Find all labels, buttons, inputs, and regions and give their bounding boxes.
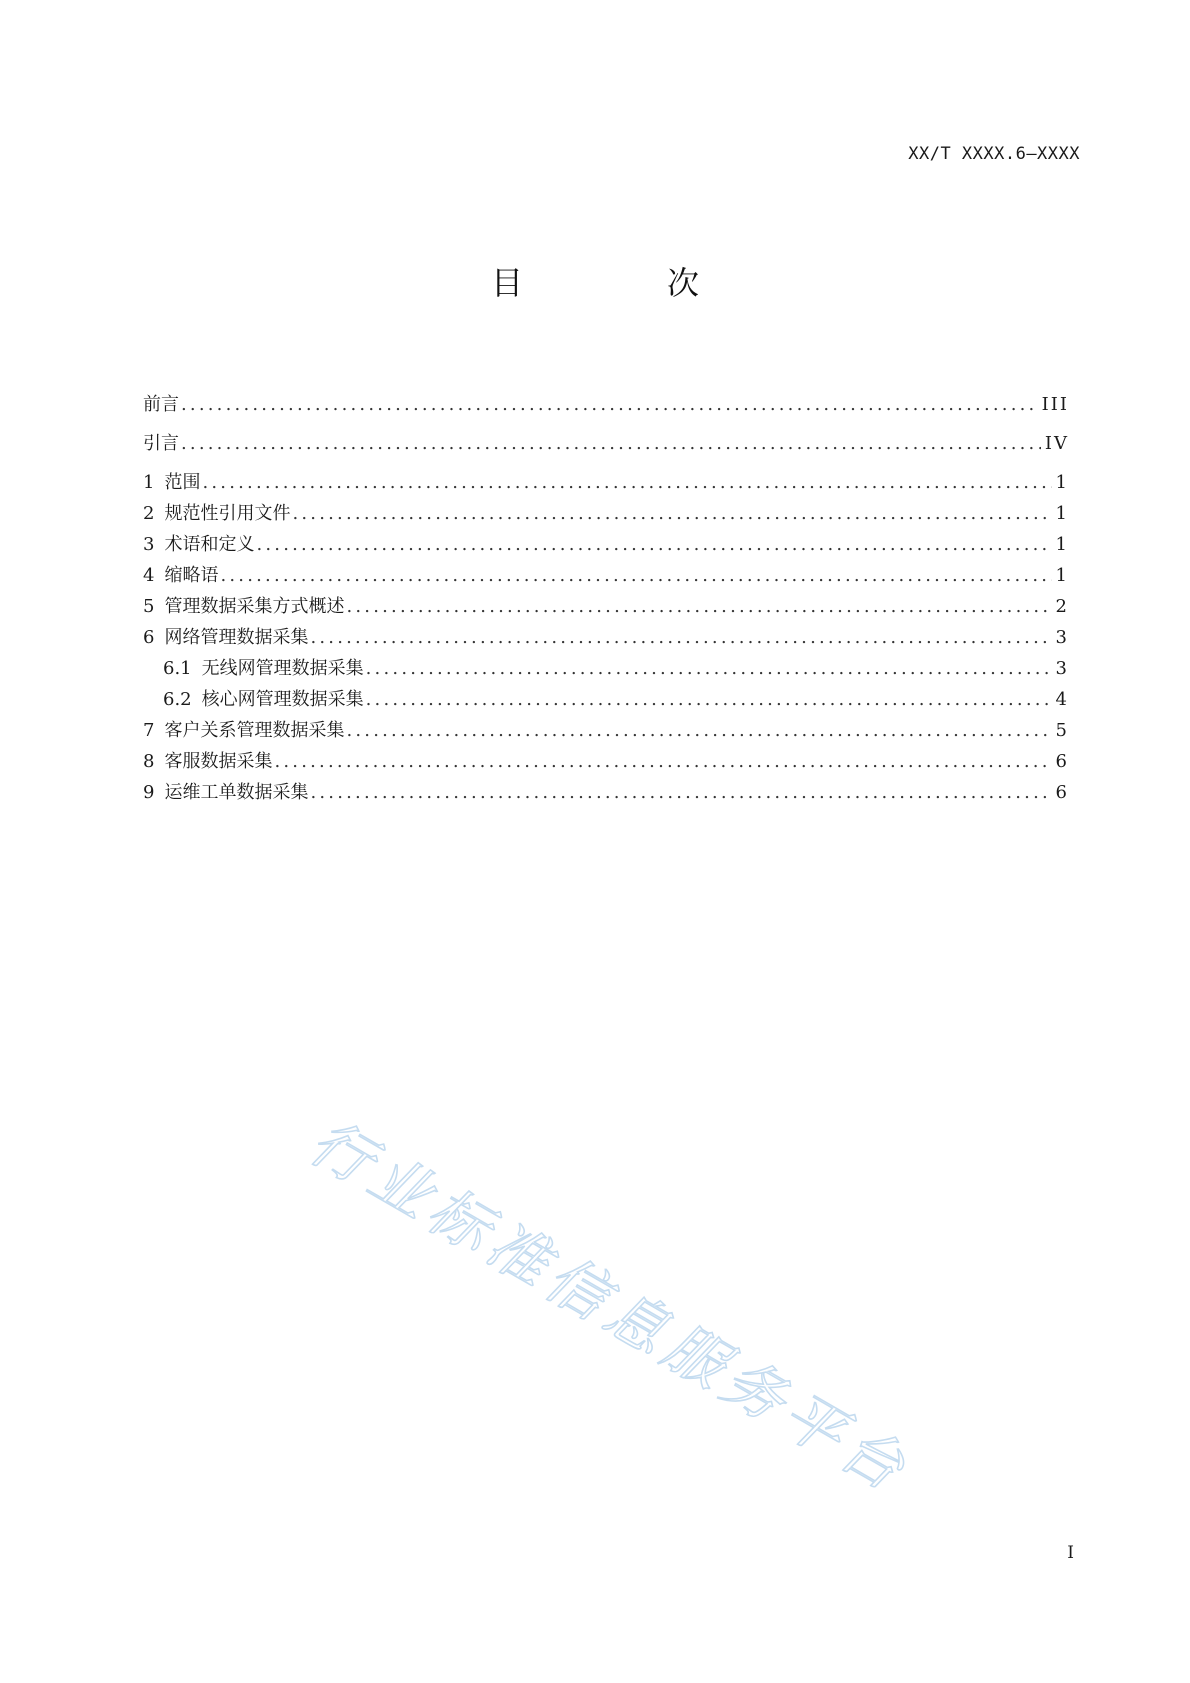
toc-leader-dots: [256, 535, 1051, 555]
toc-entry-label: 无线网管理数据采集: [201, 658, 364, 679]
toc-entry-page: 1: [1055, 503, 1069, 524]
toc-leader-dots: [274, 752, 1051, 772]
toc-entry-page: 6: [1055, 782, 1069, 803]
toc-leader-dots: [292, 504, 1051, 524]
toc-entry-number: 7: [143, 720, 155, 741]
toc-entry-page: 1: [1055, 472, 1069, 493]
toc-entry-page: 3: [1055, 658, 1069, 679]
toc-entry-label: 前言: [143, 394, 179, 415]
toc-entry-core-network[interactable]: [143, 690, 1069, 710]
toc-entry-crm[interactable]: [143, 721, 1069, 741]
toc-entry-page: 1: [1055, 534, 1069, 555]
toc-leader-dots: [181, 395, 1038, 415]
toc-entry-number: 6.1: [163, 658, 192, 679]
toc-entry-page: 5: [1055, 720, 1069, 741]
toc-entry-page: 4: [1055, 689, 1069, 710]
page-title: 目 次: [490, 264, 755, 302]
toc-entry-label: 规范性引用文件: [164, 503, 291, 524]
toc-entry-number: 9: [143, 782, 155, 803]
toc-entry-label: 术语和定义: [164, 534, 255, 555]
toc-entry-network-management[interactable]: [143, 628, 1069, 648]
toc-entry-page: 3: [1055, 627, 1069, 648]
toc-entry-introduction[interactable]: [143, 434, 1069, 454]
toc-leader-dots: [366, 659, 1052, 679]
toc-leader-dots: [220, 566, 1051, 586]
toc-entry-normative-references[interactable]: [143, 504, 1069, 524]
toc-entry-number: 3: [143, 534, 155, 555]
toc-entry-page: III: [1041, 394, 1069, 415]
toc-entry-number: 6.2: [163, 689, 192, 710]
toc-entry-label: 缩略语: [164, 565, 219, 586]
toc-entry-number: 6: [143, 627, 155, 648]
toc-leader-dots: [310, 628, 1051, 648]
toc-leader-dots: [366, 690, 1052, 710]
toc-leader-dots: [181, 434, 1041, 454]
toc-entry-om-work-orders[interactable]: [143, 783, 1069, 803]
toc-entry-foreword[interactable]: [143, 395, 1069, 415]
toc-entry-label: 客服数据采集: [164, 751, 273, 772]
toc-entry-customer-service[interactable]: [143, 752, 1069, 772]
toc-entry-label: 管理数据采集方式概述: [164, 596, 345, 617]
toc-entry-number: 8: [143, 751, 155, 772]
toc-entry-wireless-network[interactable]: [143, 659, 1069, 679]
toc-entry-label: 网络管理数据采集: [164, 627, 309, 648]
toc-entry-page: 2: [1055, 596, 1069, 617]
toc-entry-terms-definitions[interactable]: [143, 535, 1069, 555]
toc-entry-label: 客户关系管理数据采集: [164, 720, 345, 741]
toc-leader-dots: [346, 597, 1051, 617]
toc-entry-page: IV: [1044, 433, 1069, 454]
toc-entry-label: 核心网管理数据采集: [201, 689, 364, 710]
toc-entry-number: 1: [143, 472, 155, 493]
toc-entry-number: 2: [143, 503, 155, 524]
toc-leader-dots: [310, 783, 1051, 803]
standard-code: XX/T XXXX.6—XXXX: [908, 144, 1080, 164]
toc-entry-label: 运维工单数据采集: [164, 782, 309, 803]
watermark: 行业标准信息服务平台: [298, 1107, 922, 1508]
toc-leader-dots: [202, 473, 1051, 493]
table-of-contents: [143, 395, 1069, 814]
toc-entry-label: 引言: [143, 433, 179, 454]
toc-entry-abbreviations[interactable]: [143, 566, 1069, 586]
toc-entry-collection-overview[interactable]: [143, 597, 1069, 617]
toc-leader-dots: [346, 721, 1051, 741]
toc-entry-page: 1: [1055, 565, 1069, 586]
toc-entry-label: 范围: [164, 472, 201, 493]
page-number: I: [1067, 1543, 1074, 1563]
toc-entry-number: 5: [143, 596, 155, 617]
toc-entry-number: 4: [143, 565, 155, 586]
toc-entry-page: 6: [1055, 751, 1069, 772]
toc-entry-scope[interactable]: [143, 473, 1069, 493]
